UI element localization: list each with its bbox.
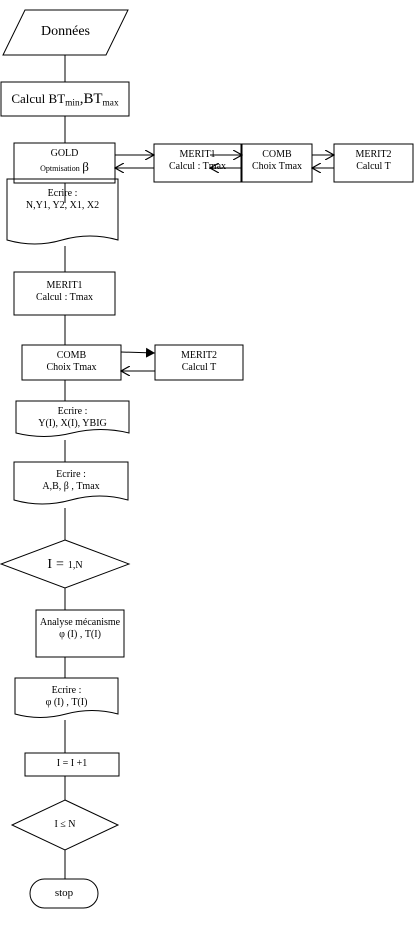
loop-label: I = 1,N <box>47 557 83 572</box>
write4-values: φ (I) , T(I) <box>45 696 88 708</box>
merit2-mid-title: MERIT2 <box>180 350 218 361</box>
write2-label <box>16 406 129 429</box>
merit2-top-title: MERIT2 <box>355 149 392 160</box>
comb-mid-title: COMB <box>56 350 87 361</box>
write2-title: Ecrire : <box>57 406 88 417</box>
stop-label: stop <box>54 887 74 899</box>
write4-title: Ecrire : <box>51 685 82 696</box>
write3-label <box>14 469 128 492</box>
analyse-values: φ (I) , T(I) <box>59 628 101 640</box>
condition-label: I ≤ N <box>54 819 76 830</box>
start-label: Données <box>41 24 90 39</box>
comb-top-title: COMB <box>262 149 292 160</box>
analyse-title: Analyse mécanisme <box>39 617 121 628</box>
merit1-mid-subtitle: Calcul : Tmax <box>35 291 94 303</box>
merit1-top-title: MERIT1 <box>179 149 216 160</box>
gold-subtitle: Optmisation β <box>40 158 89 174</box>
arrow-comb-to-merit2-mid <box>121 352 155 353</box>
calc-bt-label: Calcul $BT_{min},BT_{max}$ <box>11 91 119 109</box>
merit1-top-label <box>154 149 241 172</box>
write3-title: Ecrire : <box>56 469 86 480</box>
merit1-mid-title: MERIT1 <box>46 280 83 291</box>
merit2-mid-subtitle: Calcul T <box>181 361 217 373</box>
gold-label <box>14 148 115 174</box>
write3-values: A,B, β , Tmax <box>42 480 100 492</box>
merit2-top-label <box>334 149 413 172</box>
comb-mid-label <box>22 350 121 373</box>
merit2-mid-label <box>155 350 243 373</box>
write2-values: Y(I), X(I), YBIG <box>38 417 107 429</box>
merit1-mid-label <box>14 280 115 303</box>
comb-mid-subtitle: Choix Tmax <box>46 361 97 373</box>
gold-title: GOLD <box>50 148 79 159</box>
comb-top-subtitle: Choix Tmax <box>251 160 303 172</box>
write4-label <box>15 685 118 708</box>
write1-values: N,Y1, Y2, X1, X2 <box>25 199 100 211</box>
increment-label: I = I +1 <box>56 758 88 769</box>
merit2-top-subtitle: Calcul T <box>356 160 391 172</box>
comb-top-label <box>242 149 312 172</box>
write1-label <box>7 188 118 211</box>
write1-title: Ecrire : <box>47 188 78 199</box>
analyse-label <box>36 617 124 640</box>
merit1-top-subtitle: Calcul : Tmax <box>168 160 227 172</box>
